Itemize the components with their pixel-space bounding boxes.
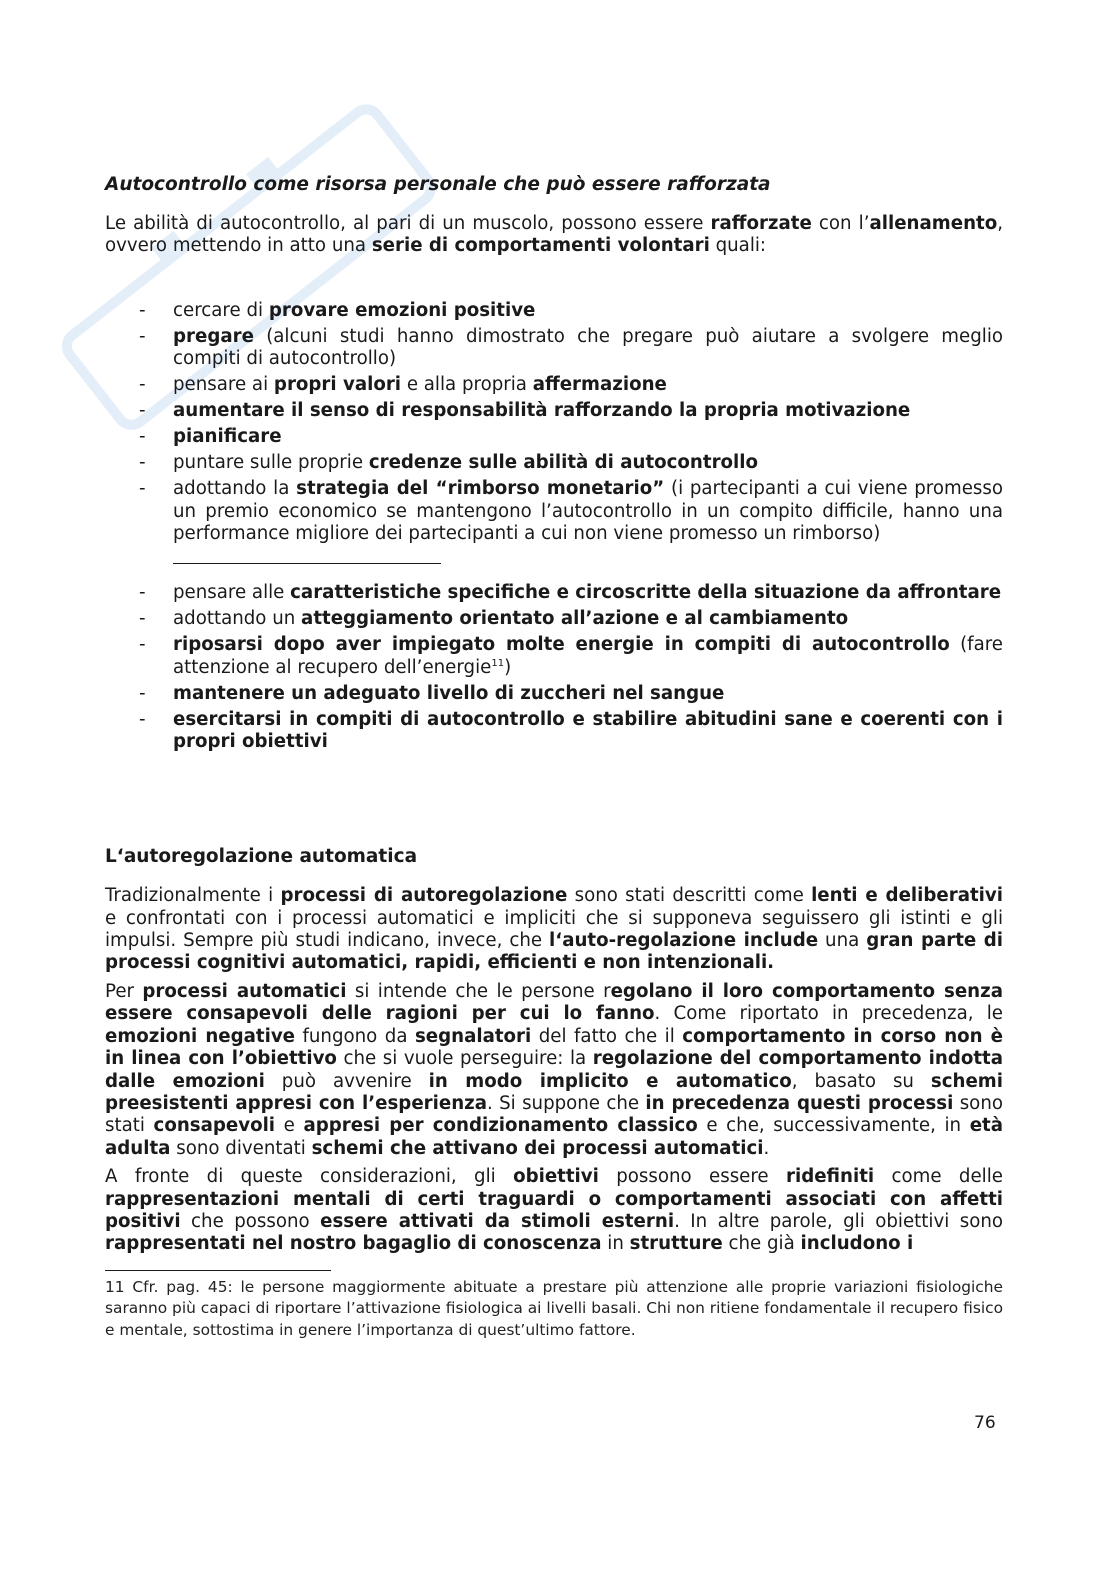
text-run: cercare di [173,299,269,321]
list-item [105,478,1003,545]
bold-text: esercitarsi in compiti di autocontrollo e stabilire abitudini sane e coerenti con i propri obiettivi [173,708,1003,753]
footnote-ref: 11 [491,657,505,669]
text-run: e alla propria [401,374,533,396]
text-run: e che, successivamente, in [697,1115,970,1137]
text-run: possono essere [598,1166,786,1188]
text-run: sono diventati [170,1137,312,1159]
bold-text: segnalatori [414,1025,532,1047]
bold-text: rappresentazioni mentali di certi traguardi o comportamenti associati con affetti positivi [105,1188,1003,1232]
bold-text: aumentare il senso di responsabilità rafforzando la propria motivazione [173,400,911,422]
text-run: e confrontati con i processi automatici e impliciti che si supponeva seguissero gli istinti e gli impulsi. Sempre più studi indicano, invece, che [105,907,1003,952]
bold-text: strutture [629,1233,723,1255]
bold-text: comportamento in corso non è in linea con l’obiettivo [105,1025,1003,1070]
list-item [105,326,1003,371]
footnote-11: 11 Cfr. pag. 45: le persone maggiormente abituate a prestare più attenzione alle proprie variazioni fisiologiche saranno più capaci di riportare l’attivazione fisiologica ai livelli basali. Chi non ritiene fondamentale il recupero fisico e mentale, sottostima in genere l’importanza di quest’ultimo fattore. [105,1277,1003,1339]
text-run: puntare sulle proprie [173,452,369,474]
bold-text: processi automatici [142,980,347,1002]
list-item [105,634,1003,679]
bold-text: provare emozioni positive [268,299,536,321]
text-run: può avvenire [264,1070,429,1092]
text-run: che già [722,1233,801,1255]
body-paragraph [105,885,1003,975]
list-item [105,608,1003,630]
list-item [105,400,1003,422]
bold-text: emozioni negative [105,1025,296,1047]
text-run: (alcuni studi hanno dimostrato che pregare può aiutare a svolgere meglio compiti di autocontrollo) [173,325,1003,370]
bold-text: riposarsi dopo aver impiegato molte energie in compiti di autocontrollo [173,634,950,656]
text-run: del fatto che il [531,1025,683,1047]
text-run: che si vuole perseguire: la [336,1048,593,1070]
bold-text: in modo implicito e automatico [428,1070,792,1092]
bold-text: appresi per condizionamento classico [303,1115,698,1137]
text-run: Tradizionalmente i [105,885,281,907]
bold-text: consapevoli [153,1115,276,1137]
spacer [105,757,1003,845]
bold-text: schemi che attivano dei processi automatici [311,1137,764,1159]
bold-text: età adulta [105,1115,1003,1159]
list-item [105,300,1003,322]
text-run: Le abilità di autocontrollo, al pari di un muscolo, possono essere [105,213,711,234]
spacer [105,258,1003,300]
bold-text: pianificare [173,426,282,448]
strategies-list-continued [105,582,1003,753]
text-run: Per [105,980,143,1002]
text-run: si intende che le persone r [346,980,611,1002]
bold-text: regolazione del comportamento indotta dalle emozioni [105,1048,1003,1092]
bold-text: lenti e deliberativi [811,885,1003,907]
bold-text: caratteristiche specifiche e circoscritte della situazione da affrontare [290,582,1002,604]
section-title-autocontrollo: Autocontrollo come risorsa personale che può essere rafforzata [105,174,771,195]
text-run: sono stati descritti come [567,885,812,907]
list-item [105,582,1003,604]
bold-text: essere attivati da stimoli esterni [320,1210,675,1232]
text-run: che possono [180,1210,321,1232]
bold-text: ridefiniti [786,1166,875,1188]
text-run: fungono da [295,1025,415,1047]
text-run: quali: [709,235,767,257]
text-run: ) [504,656,512,678]
text-run: adottando un [173,608,302,630]
text-run: . [763,1137,770,1159]
text-run: (fare attenzione al recupero dell’energie [173,634,1003,678]
list-item [105,452,1003,474]
page-number: 76 [974,1413,996,1433]
bold-text: atteggiamento orientato all’azione e al cambiamento [301,608,849,630]
bold-text: propri valori [273,374,402,396]
bold-text: egolano il loro comportamento senza essere consapevoli delle ragioni per cui lo fanno [105,980,1003,1025]
list-item [105,426,1003,448]
bold-text: allenamento [869,213,998,234]
text-run: sono stati [105,1092,1003,1137]
bold-text: serie di comportamenti volontari [371,235,710,257]
footnote-separator [105,1270,331,1271]
text-run: pensare alle [173,582,291,604]
text-run: con l’ [811,213,870,234]
text-run: adottando la [173,478,297,500]
text-run: pensare ai [173,374,274,396]
bold-text: includono i [800,1233,914,1255]
strategies-list [105,300,1003,546]
section-title-autoregolazione: L‘autoregolazione automatica [105,846,418,868]
text-run: e [275,1115,304,1137]
text-run: una [818,930,867,952]
bold-text: strategia del “rimborso monetario” [296,478,665,500]
bold-text: rafforzate [710,213,812,234]
bold-text: gran parte di processi cognitivi automatici, rapidi, efficienti e non intenzionali. [105,930,1003,974]
bold-text: in precedenza questi processi [645,1092,954,1114]
bold-text: obiettivi [513,1166,599,1188]
autoregolazione-body [105,885,1003,1256]
bold-text: schemi preesistenti appresi con l’esperienza [105,1070,1003,1114]
text-run: come delle [874,1166,1003,1188]
bold-text: affermazione [532,374,667,396]
bold-text: processi di autoregolazione [280,885,568,907]
text-run: , basato su [791,1070,931,1092]
text-run: (i partecipanti a cui viene promesso un premio economico se mantengono l’autocontrollo in un compito difficile, hanno una performance migliore dei partecipanti a cui non viene promesso un rimborso) [173,478,1004,545]
text-run: A fronte di queste considerazioni, gli [105,1166,514,1188]
text-run: . Si suppone che [487,1092,646,1114]
bold-text: mantenere un adeguato livello di zuccheri nel sangue [173,682,725,704]
text-run: . In altre parole, gli obiettivi sono [674,1210,1003,1232]
body-paragraph [105,1166,1003,1256]
text-run: in [601,1233,630,1255]
list-item [105,683,1003,705]
intro-paragraph [105,213,1003,258]
list-separator [173,563,441,564]
list-item [105,374,1003,396]
bold-text: l‘auto-regolazione include [549,930,819,952]
text-run: , ovvero mettendo in atto una [105,213,1004,257]
page-content [105,173,1003,1341]
list-item [105,709,1003,754]
bold-text: rappresentati nel nostro bagaglio di conoscenza [105,1233,602,1255]
text-run: . Come riportato in precedenza, le [654,1003,1003,1025]
bold-text: pregare [173,325,254,347]
bold-text: credenze sulle abilità di autocontrollo [368,452,758,474]
body-paragraph [105,981,1003,1160]
